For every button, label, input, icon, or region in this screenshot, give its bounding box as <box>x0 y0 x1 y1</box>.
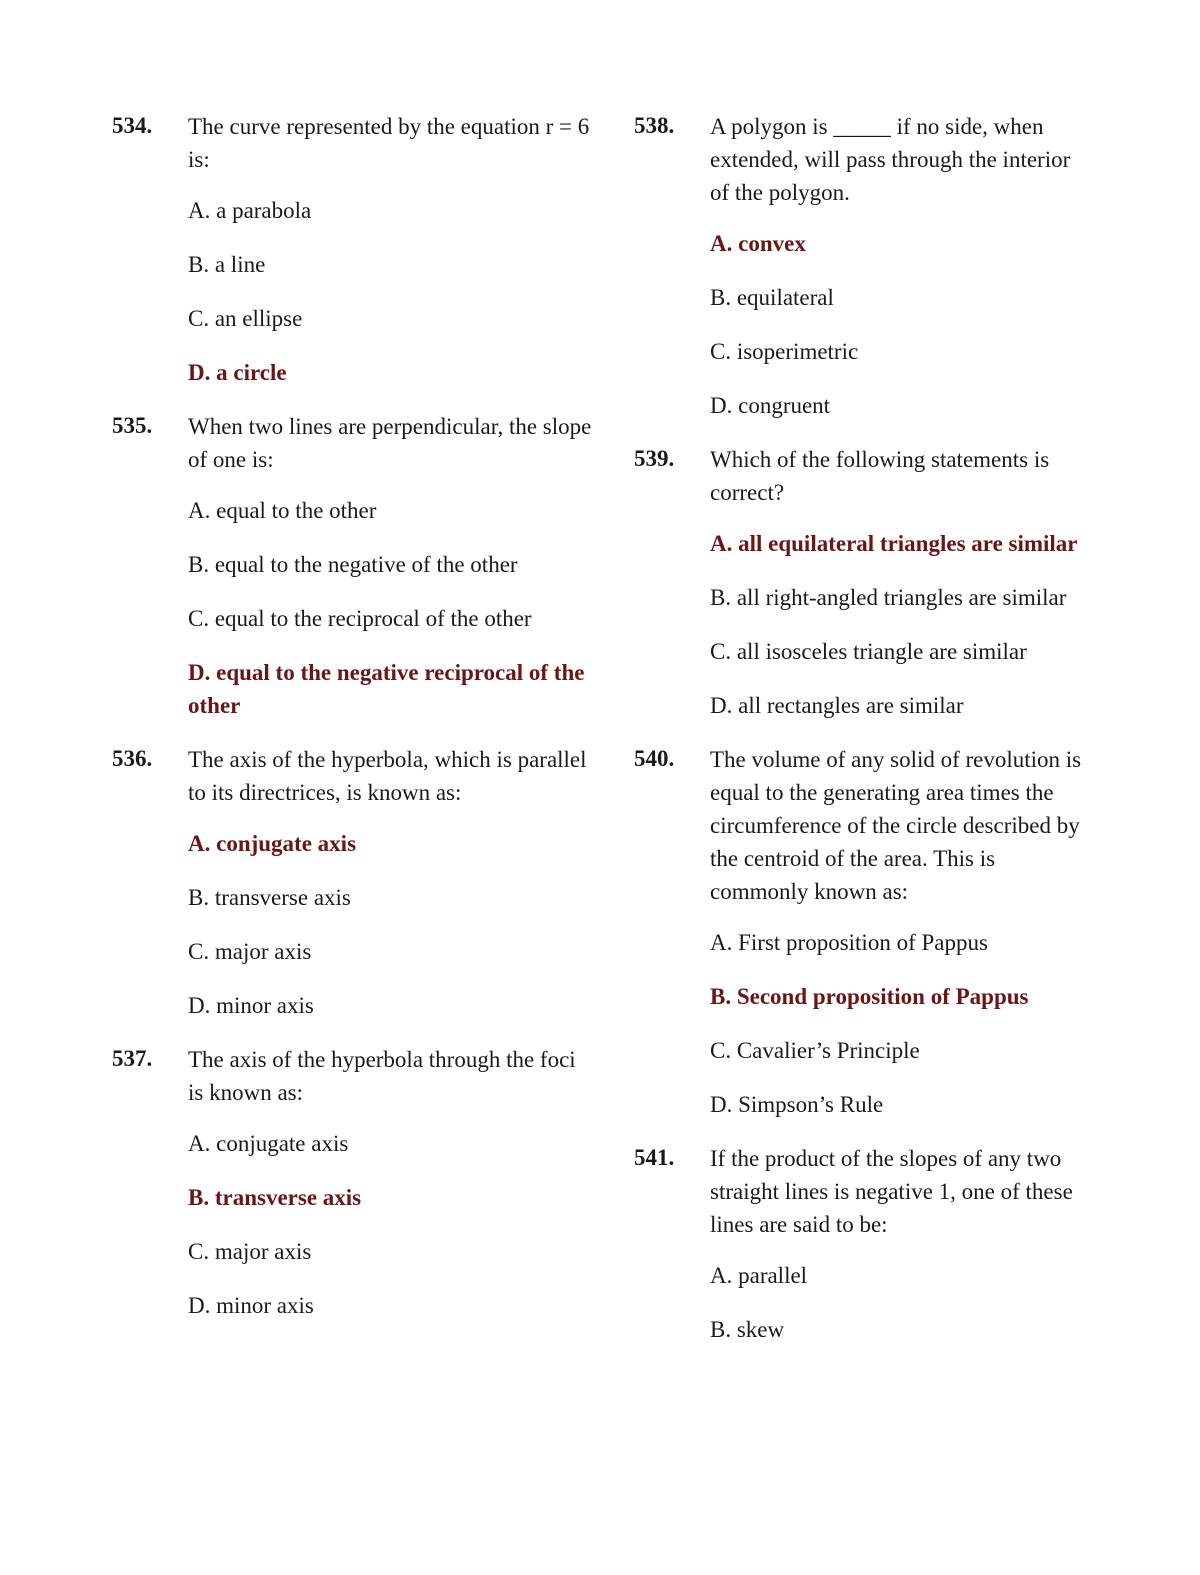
question-number: 538. <box>634 113 675 138</box>
option-a: A. parallel <box>710 1263 808 1288</box>
question-text: The axis of the hyperbola through the foci is known as: <box>188 1047 576 1105</box>
option-a-correct-answer: A. conjugate axis <box>188 831 357 856</box>
question-536 <box>112 743 592 1022</box>
options-list <box>188 1127 592 1322</box>
options-list <box>188 194 592 389</box>
question-text: Which of the following statements is correct? <box>710 447 1050 505</box>
option-b: B. transverse axis <box>188 885 351 910</box>
question-number: 535. <box>112 413 153 438</box>
option-c: C. an ellipse <box>188 306 303 331</box>
option-b: B. equilateral <box>710 285 834 310</box>
option-d: D. congruent <box>710 393 831 418</box>
right-column <box>634 110 1094 1367</box>
question-number: 541. <box>634 1145 675 1170</box>
option-c: C. equal to the reciprocal of the other <box>188 606 532 631</box>
option-b: B. skew <box>710 1317 785 1342</box>
option-d: D. all rectangles are similar <box>710 693 964 718</box>
option-d: D. Simpson’s Rule <box>710 1092 884 1117</box>
question-text: If the product of the slopes of any two straight lines is negative 1, one of these lines are said to be: <box>710 1146 1073 1237</box>
options-list <box>710 1259 1094 1346</box>
options-list <box>710 926 1094 1121</box>
question-text: When two lines are perpendicular, the slope of one is: <box>188 414 592 472</box>
question-text: The curve represented by the equation r = 6 is: <box>188 114 590 172</box>
options-list <box>710 527 1094 722</box>
option-c: C. all isosceles triangle are similar <box>710 639 1027 664</box>
option-b: B. a line <box>188 252 266 277</box>
question-number: 539. <box>634 446 675 471</box>
option-a: A. a parabola <box>188 198 312 223</box>
question-number: 537. <box>112 1046 153 1071</box>
question-text: The axis of the hyperbola, which is parallel to its directrices, is known as: <box>188 747 587 805</box>
question-text: A polygon is _____ if no side, when extended, will pass through the interior of the polygon. <box>710 114 1071 205</box>
option-a-correct-answer: A. convex <box>710 231 806 256</box>
question-540 <box>634 743 1094 1121</box>
options-list <box>188 827 592 1022</box>
question-number: 540. <box>634 746 675 771</box>
question-535 <box>112 410 592 722</box>
question-541 <box>634 1142 1094 1346</box>
option-c: C. isoperimetric <box>710 339 859 364</box>
option-d-correct-answer: D. equal to the negative reciprocal of the other <box>188 660 585 718</box>
question-number: 536. <box>112 746 153 771</box>
options-list <box>188 494 592 722</box>
question-539 <box>634 443 1094 722</box>
option-c: C. major axis <box>188 1239 312 1264</box>
option-d: D. minor axis <box>188 1293 314 1318</box>
question-534 <box>112 110 592 389</box>
options-list <box>710 227 1094 422</box>
question-number: 534. <box>112 113 153 138</box>
option-b: B. equal to the negative of the other <box>188 552 518 577</box>
option-d: D. minor axis <box>188 993 314 1018</box>
option-b: B. all right-angled triangles are similar <box>710 585 1067 610</box>
left-column <box>112 110 592 1343</box>
option-a: A. equal to the other <box>188 498 377 523</box>
option-a: A. conjugate axis <box>188 1131 349 1156</box>
option-c: C. Cavalier’s Principle <box>710 1038 920 1063</box>
option-d-correct-answer: D. a circle <box>188 360 287 385</box>
option-b-correct-answer: B. transverse axis <box>188 1185 362 1210</box>
option-c: C. major axis <box>188 939 312 964</box>
question-text: The volume of any solid of revolution is equal to the generating area times the circumference of the circle described by the centroid of the area. This is commonly known as: <box>710 747 1082 904</box>
question-537 <box>112 1043 592 1322</box>
option-a: A. First proposition of Pappus <box>710 930 988 955</box>
option-a-correct-answer: A. all equilateral triangles are similar <box>710 531 1078 556</box>
option-b-correct-answer: B. Second proposition of Pappus <box>710 984 1029 1009</box>
question-538 <box>634 110 1094 422</box>
